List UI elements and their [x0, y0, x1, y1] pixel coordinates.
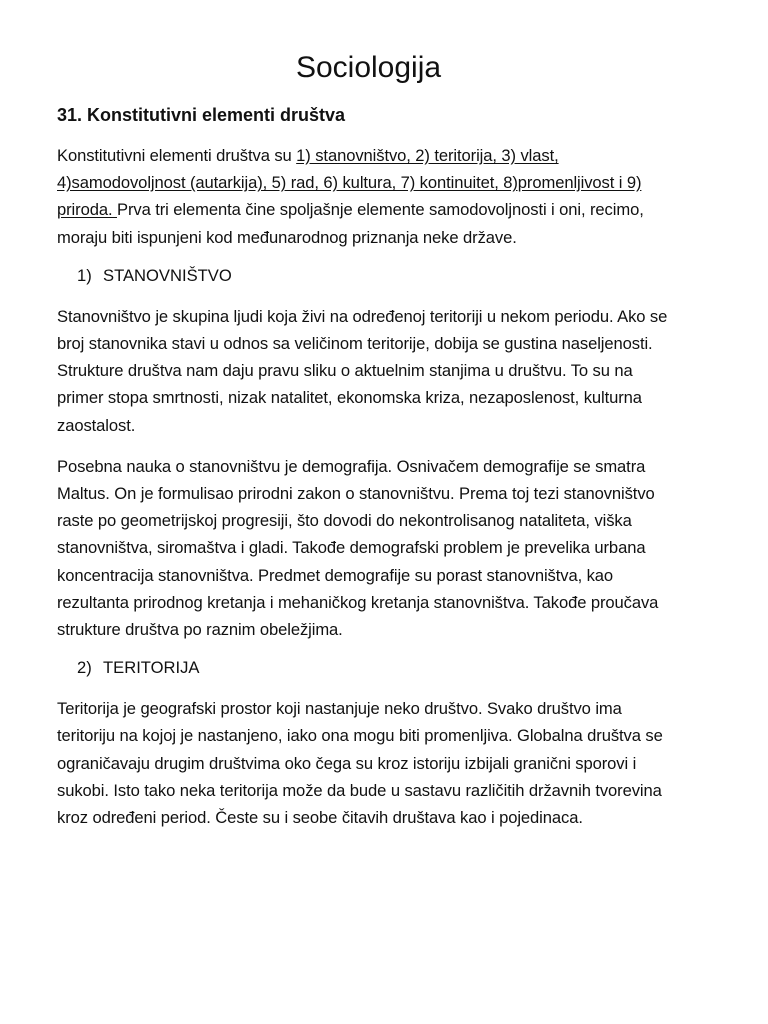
- paragraph: Teritorija je geografski prostor koji nastanjuje neko društvo. Svako društvo ima teritoriju na kojoj je nastanjeno, iako ona mogu biti promenljiva. Globalna društva se ograničavaju drugim društvima oko čega su kroz istoriju izbijali granični sporovi i sukobi. Isto tako neka teritorija može da bude u sastavu različitih državnih tvorevina kroz određeni period. Česte su i seobe čitavih društava kao i pojedinaca.: [57, 699, 663, 828]
- intro-underlined-list: 1) stanovništvo, 2) teritorija, 3) vlast, 4)samodovoljnost (autarkija), 5) rad, 6) kultura, 7) kontinuitet, 8)promenljivost i 9) priroda.: [57, 146, 642, 220]
- subsection-number: 2): [77, 658, 92, 678]
- section-heading: 31. Konstitutivni elementi društva: [57, 105, 346, 125]
- paragraph: Posebna nauka o stanovništvu je demografija. Osnivačem demografije se smatra Maltus. On je formulisao prirodni zakon o stanovništvu. Prema toj tezi stanovništvo raste po geometrijskoj progresiji, što dovodi do nekontrolisanog nataliteta, viška stanovništva, siromaštva i gladi. Takođe demografski problem je prevelika urbana koncentracija stanovništva. Predmet demografije su porast stanovništva, kao rezultanta prirodnog kretanja i mehaničkog kretanja stanovništva. Takođe proučava strukture društva po raznim obeležjima.: [57, 456, 659, 640]
- document-title: Sociologija: [295, 51, 442, 84]
- subsection-number: 1): [77, 265, 92, 285]
- subsection-title: TERITORIJA: [103, 658, 200, 678]
- subsection-title: STANOVNIŠTVO: [103, 265, 232, 285]
- intro-suffix: Prva tri elementa čine spoljašnje elemente samodovoljnosti i oni, recimo, moraju biti ispunjeni kod međunarodnog priznanja neke države.: [57, 200, 644, 247]
- intro-paragraph: [57, 142, 668, 251]
- subsection-heading-stanovnistvo: [77, 263, 668, 289]
- subsection-heading-teritorija: [77, 655, 668, 681]
- paragraph: Stanovništvo je skupina ljudi koja živi na određenoj teritoriji u nekom periodu. Ako se broj stanovnika stavi u odnos sa veličinom teritorije, dobija se gustina naseljenosti. Strukture društva nam daju pravu sliku o aktuelnim stanjima u društvu. To su na primer stopa smrtnosti, nizak natalitet, ekonomska kriza, nezaposlenost, kulturna zaostalost.: [57, 306, 668, 435]
- intro-prefix: Konstitutivni elementi društva su: [57, 146, 297, 165]
